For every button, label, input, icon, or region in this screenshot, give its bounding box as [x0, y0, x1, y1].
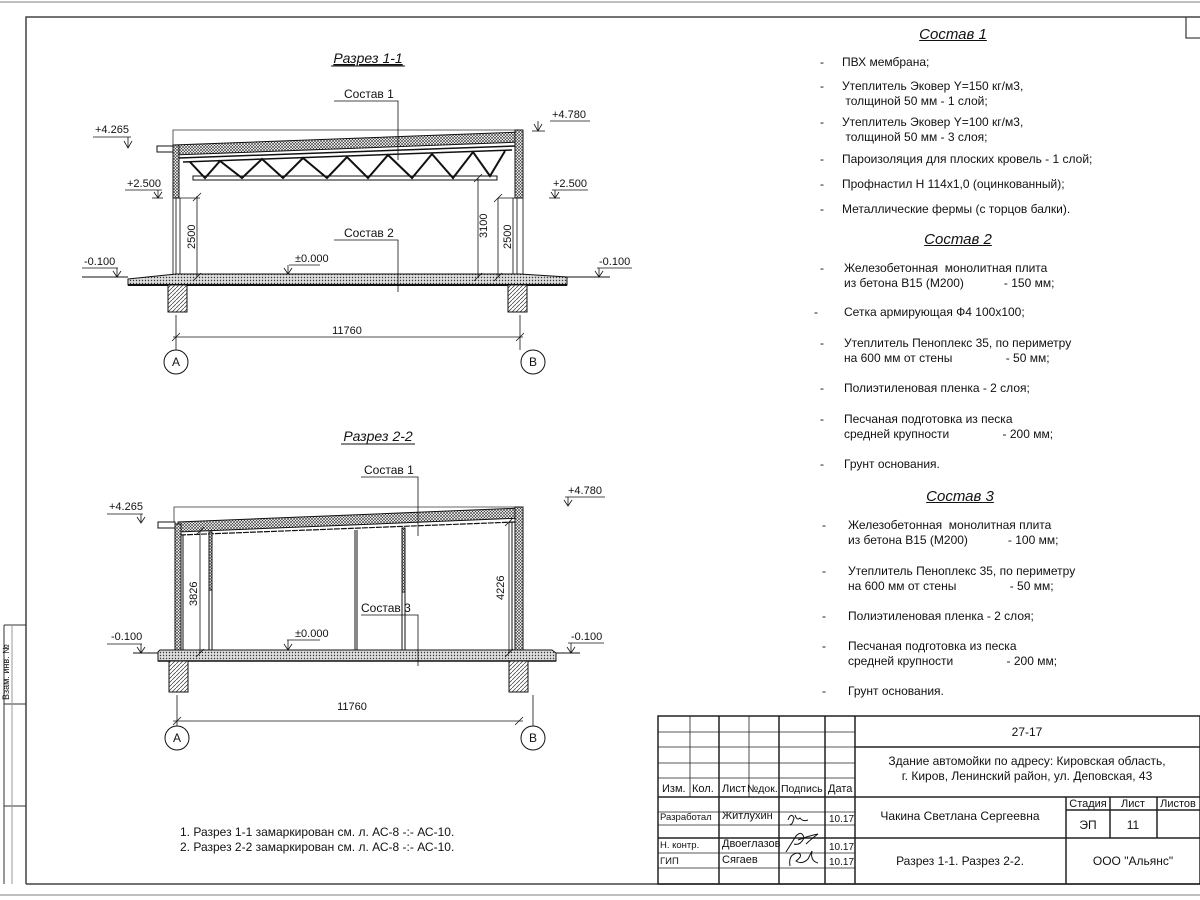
level-truss-left: +2.500	[127, 178, 161, 190]
roof-overhang	[158, 522, 175, 528]
drawing-code: 27-17	[1011, 725, 1043, 739]
header-signature: Подпись	[781, 783, 823, 795]
stage-label: Стадия	[1069, 798, 1107, 810]
axis-label-b: В	[528, 355, 538, 369]
signer-name: Житлухин	[722, 810, 773, 822]
spec-item: Утеплитель Эковер Y=150 кг/м3, толщиной 50 мм - 1 слой;	[842, 79, 1024, 108]
spec-item: Грунт основания.	[848, 684, 944, 698]
header-doc: №док.	[747, 783, 778, 795]
level-roof-left: +4.265	[95, 124, 129, 136]
floor-slab	[128, 274, 567, 285]
bullet: -	[822, 564, 826, 578]
spec-item: Железобетонная монолитная плита из бетона В15 (М200) - 100 мм;	[848, 518, 1059, 547]
spec-item: Металлические фермы (с торцов балки).	[842, 202, 1071, 216]
level-roof-right: +4.780	[552, 109, 586, 121]
signer-date: 10.17	[829, 857, 855, 868]
bullet: -	[820, 457, 824, 471]
level-ground-right: -0.100	[571, 631, 603, 643]
spec-item: Утеплитель Эковер Y=100 кг/м3, толщиной 50 мм - 3 слоя;	[842, 115, 1024, 144]
spec-title: Состав 1	[919, 26, 987, 43]
callout-layer-2: Состав 2	[344, 226, 394, 240]
header-izm: Изм.	[662, 783, 686, 795]
section-2-title: Разрез 2-2	[343, 428, 413, 444]
axis-label-a: А	[171, 355, 181, 369]
bullet: -	[820, 381, 824, 395]
dim-right: 2500	[502, 224, 514, 249]
signer-date: 10.17	[829, 814, 855, 825]
dim-middle: 3100	[478, 213, 490, 238]
level-floor: ±0.000	[295, 253, 329, 265]
bullet: -	[822, 639, 826, 653]
foundation-right	[509, 661, 528, 692]
bullet: -	[820, 202, 824, 216]
spec-item: Полиэтиленовая пленка - 2 слоя;	[848, 609, 1034, 623]
sheet-title: Разрез 1-1. Разрез 2-2.	[896, 854, 1024, 868]
callout-layer-1: Состав 1	[344, 87, 394, 101]
bullet: -	[820, 79, 824, 93]
right-wall	[515, 130, 523, 198]
foundation-left	[168, 285, 187, 312]
spec-item: Песчаная подготовка из песка средней крупности - 200 мм;	[844, 412, 1054, 441]
sheet-value: 11	[1126, 818, 1140, 832]
bullet: -	[820, 177, 824, 191]
level-roof-right: +4.780	[568, 485, 602, 497]
roof-overhang	[157, 146, 173, 152]
signer-role: Н. контр.	[660, 840, 700, 851]
bullet: -	[820, 412, 824, 426]
dim-span: 11760	[337, 701, 367, 713]
bullet: -	[820, 336, 824, 350]
spec-item: Песчаная подготовка из песка средней крупности - 200 мм;	[848, 639, 1058, 668]
level-floor: ±0.000	[295, 628, 329, 640]
foundation-right	[508, 285, 527, 312]
spec-item: Профнастил Н 114х1,0 (оцинкованный);	[842, 177, 1065, 191]
dim-right: 4226	[495, 575, 507, 600]
signature-dvoeglazov	[786, 833, 818, 852]
callout-layer-3: Состав 3	[361, 601, 411, 615]
header-kol: Кол.	[692, 783, 714, 795]
dimension-lines	[172, 174, 524, 350]
sheet-label: Лист	[1121, 798, 1145, 810]
signature-zhitlukhin	[788, 815, 808, 824]
axis-label-b: В	[528, 731, 538, 745]
bullet: -	[820, 115, 824, 129]
spec-item: ПВХ мембрана;	[842, 55, 930, 69]
axis-label-a: А	[172, 731, 182, 745]
bullet: -	[814, 305, 818, 319]
bullet: -	[822, 518, 826, 532]
truss	[183, 150, 512, 180]
project-line-1: Здание автомойки по адресу: Кировская область,	[888, 754, 1166, 768]
bullet: -	[822, 684, 826, 698]
signer-date: 10.17	[829, 842, 855, 853]
signer-role: ГИП	[660, 856, 679, 867]
spec-item: Грунт основания.	[844, 457, 940, 471]
foundation-left	[169, 661, 188, 692]
dim-span: 11760	[332, 325, 362, 337]
dimension-lines	[173, 518, 533, 726]
level-ground-left: -0.100	[111, 631, 143, 643]
spec-title: Состав 2	[924, 231, 992, 248]
level-ground-left: -0.100	[84, 256, 116, 268]
level-ground-right: -0.100	[599, 256, 631, 268]
spec-item: Пароизоляция для плоских кровель - 1 слой;	[842, 152, 1093, 166]
section-2-2	[107, 428, 605, 750]
side-stamp-label: Взам. инв. №	[1, 644, 11, 700]
dim-left: 3826	[188, 581, 200, 606]
header-date: Дата	[828, 783, 853, 795]
spec-item: Полиэтиленовая пленка - 2 слоя;	[844, 381, 1030, 395]
left-wall	[175, 524, 181, 653]
note-2: 2. Разрез 2-2 замаркирован см. л. АС-8 -:- АС-10.	[180, 840, 455, 854]
header-list: Лист	[722, 783, 746, 795]
sheets-label: Листов	[1160, 798, 1196, 810]
project-line-2: г. Киров, Ленинский район, ул. Деповская, 43	[901, 769, 1153, 783]
bullet: -	[820, 261, 824, 275]
company-name: ООО "Альянс"	[1092, 854, 1174, 868]
spec-item: Сетка армирующая Ф4 100х100;	[844, 305, 1025, 319]
signer-name: Сягаев	[722, 854, 758, 866]
floor-slab	[158, 650, 556, 661]
spec-item: Железобетонная монолитная плита из бетона В15 (М200) - 150 мм;	[844, 261, 1055, 290]
bullet: -	[822, 609, 826, 623]
stage-value: ЭП	[1079, 818, 1097, 832]
section-1-1	[82, 50, 632, 374]
spec-title: Состав 3	[926, 488, 994, 505]
author-name: Чакина Светлана Сергеевна	[880, 809, 1040, 823]
level-truss-right: +2.500	[553, 178, 587, 190]
signer-name: Двоеглазов	[722, 838, 781, 850]
callout-layer-1: Состав 1	[364, 463, 414, 477]
spec-item: Утеплитель Пеноплекс 35, по периметру на 600 мм от стены - 50 мм;	[844, 336, 1072, 365]
bullet: -	[820, 152, 824, 166]
left-wall	[173, 145, 179, 198]
spec-item: Утеплитель Пеноплекс 35, по периметру на 600 мм от стены - 50 мм;	[848, 564, 1076, 593]
right-wall	[515, 507, 523, 653]
section-1-title: Разрез 1-1	[333, 50, 403, 66]
level-roof-left: +4.265	[109, 501, 143, 513]
dim-left: 2500	[186, 224, 198, 249]
signer-role: Разработал	[660, 812, 712, 823]
note-1: 1. Разрез 1-1 замаркирован см. л. АС-8 -:- АС-10.	[180, 825, 455, 839]
bullet: -	[820, 55, 824, 69]
